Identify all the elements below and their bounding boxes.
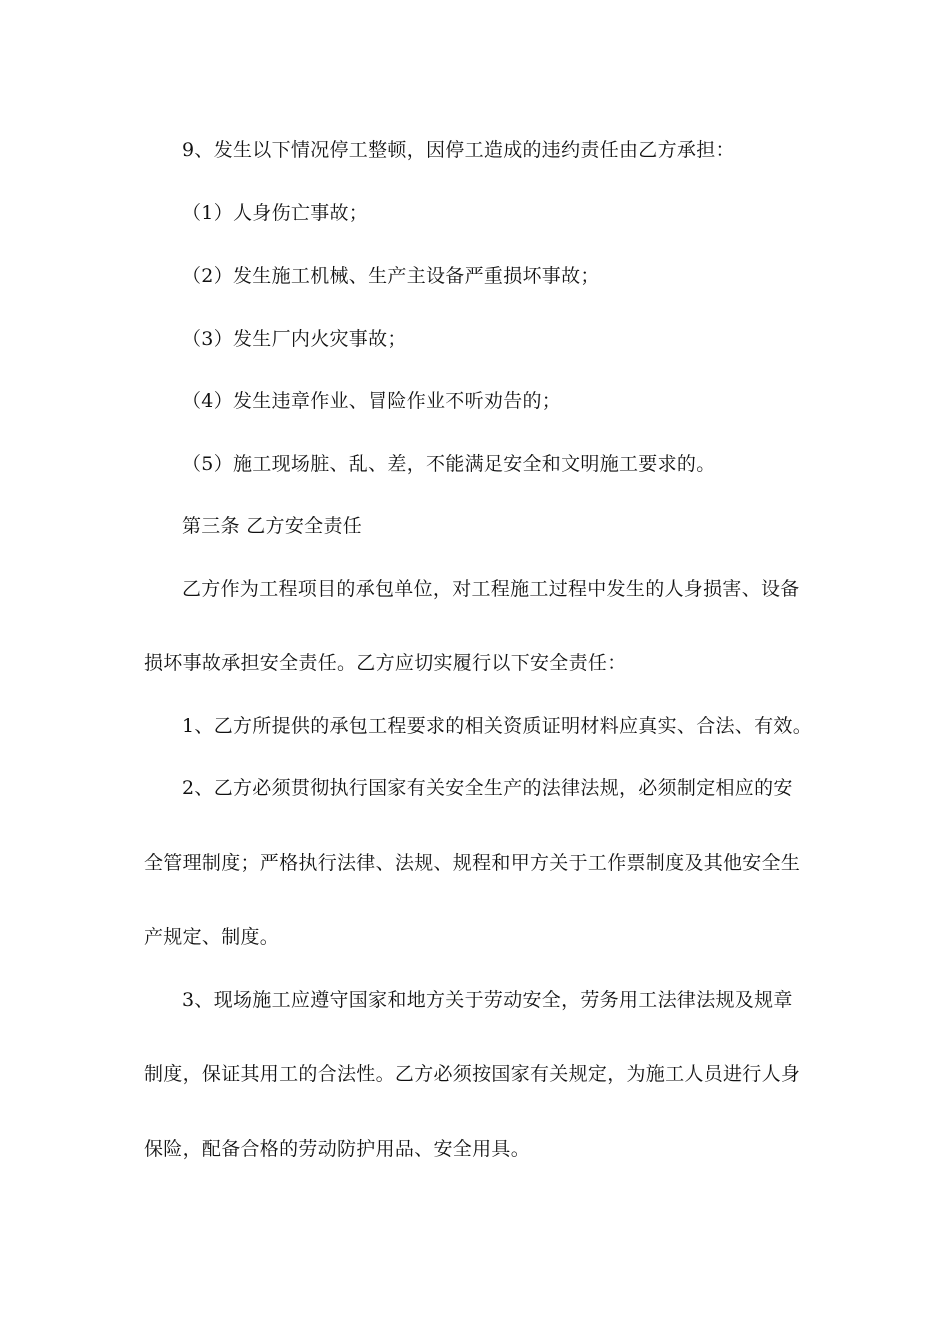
clause-9-heading: 9、发生以下情况停工整顿，因停工造成的违约责任由乙方承担： (182, 139, 735, 161)
article-3-item-3-line-1: 3、现场施工应遵守国家和地方关于劳动安全，劳务用工法律法规及规章 (182, 989, 793, 1011)
clause-9-item-1: （1）人身伤亡事故； (182, 202, 369, 224)
article-3-heading: 第三条 乙方安全责任 (182, 515, 363, 537)
article-3-item-2-line-1: 2、乙方必须贯彻执行国家有关安全生产的法律法规，必须制定相应的安 (182, 777, 793, 799)
article-3-item-1: 1、乙方所提供的承包工程要求的相关资质证明材料应真实、合法、有效。 (182, 715, 812, 737)
article-3-item-3-line-3: 保险，配备合格的劳动防护用品、安全用具。 (144, 1138, 531, 1160)
clause-9-item-2: （2）发生施工机械、生产主设备严重损坏事故； (182, 265, 600, 287)
article-3-intro-line-2: 损坏事故承担安全责任。乙方应切实履行以下安全责任： (144, 652, 627, 674)
clause-9-item-3: （3）发生厂内火灾事故； (182, 328, 407, 350)
article-3-intro-line-1: 乙方作为工程项目的承包单位，对工程施工过程中发生的人身损害、设备 (182, 578, 800, 600)
article-3-item-2-line-2: 全管理制度；严格执行法律、法规、规程和甲方关于工作票制度及其他安全生 (144, 852, 801, 874)
article-3-item-3-line-2: 制度，保证其用工的合法性。乙方必须按国家有关规定，为施工人员进行人身 (144, 1063, 801, 1085)
article-3-item-2-line-3: 产规定、制度。 (144, 926, 280, 948)
clause-9-item-5: （5）施工现场脏、乱、差，不能满足安全和文明施工要求的。 (182, 453, 716, 475)
clause-9-item-4: （4）发生违章作业、冒险作业不听劝告的； (182, 390, 562, 412)
